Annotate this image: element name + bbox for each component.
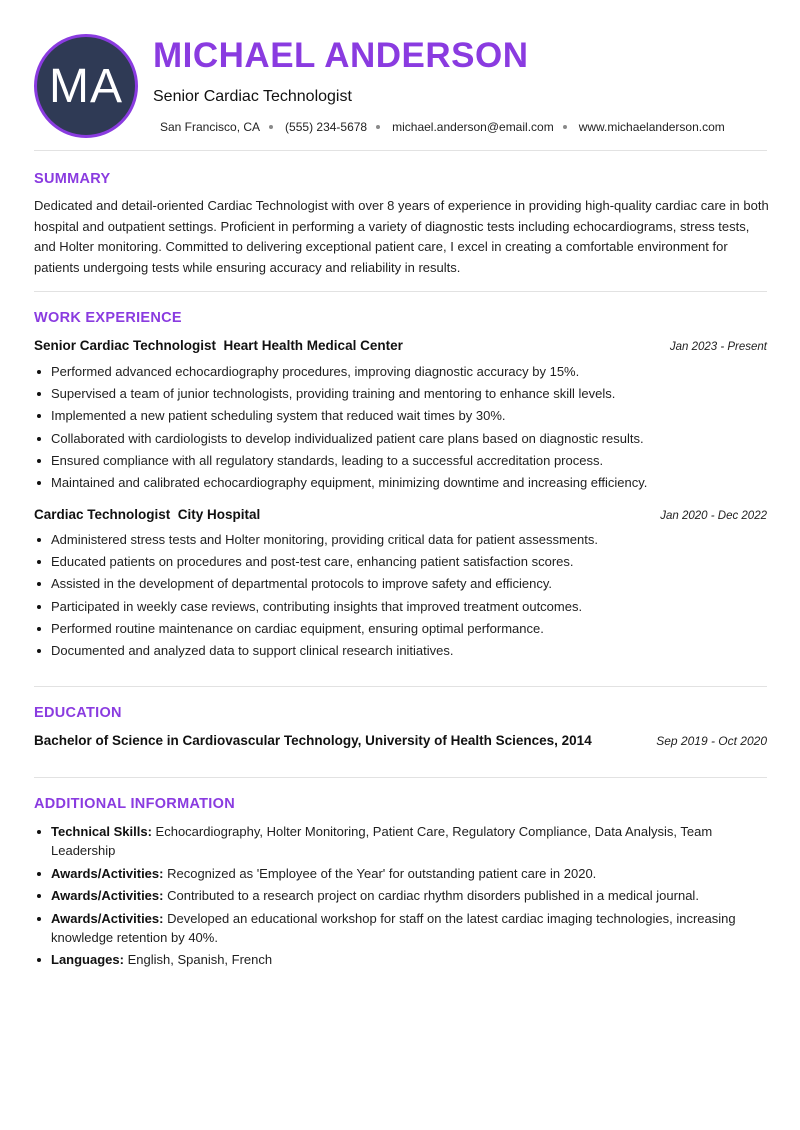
contact-bar	[160, 120, 725, 134]
list-item	[34, 822, 767, 860]
list-item	[34, 452, 767, 469]
divider	[34, 291, 767, 292]
bullet-text: Collaborated with cardiologists to develop individualized patient care plans based on diagnostic results.	[51, 430, 644, 446]
education-dates: Sep 2019 - Oct 2020	[656, 734, 767, 748]
bullet-icon	[37, 958, 41, 962]
bullet-text: Performed advanced echocardiography procedures, improving diagnostic accuracy by 15%.	[51, 364, 580, 379]
job-bullets	[34, 531, 767, 664]
bullet-icon	[37, 627, 41, 631]
divider	[34, 150, 767, 151]
bullet-icon	[37, 481, 41, 485]
bullet-text: Educated patients on procedures and post-test care, enhancing patient satisfaction scores.	[51, 554, 574, 570]
separator-dot	[376, 125, 380, 129]
bullet-icon	[37, 872, 41, 876]
list-item	[34, 864, 767, 883]
list-item	[34, 363, 767, 380]
bullet-text: Maintained and calibrated echocardiography equipment, minimizing downtime and increasing efficiency.	[51, 474, 648, 490]
contact-email[interactable]: michael.anderson@email.com	[392, 120, 554, 134]
bullet-icon	[37, 894, 41, 898]
separator-dot	[563, 125, 567, 129]
job-header	[34, 338, 767, 353]
divider	[34, 777, 767, 778]
bullet-text: Ensured compliance with all regulatory standards, leading to a successful accreditation process.	[51, 452, 604, 468]
additional-list	[34, 822, 767, 973]
list-item	[34, 575, 767, 592]
item-label: Awards/Activities:	[51, 865, 164, 881]
summary-text: Dedicated and detail-oriented Cardiac Technologist with over 8 years of experience in providing high-quality cardiac care in both hospital and outpatient settings. Proficient in performing a variety of diagnostic tests including echocardiograms, stress tests, and Holter monitoring. Committed to delivering exceptional patient care, I excel in creating a comfortable environment for patients undergoing tests while ensuring accuracy and reliability in results.	[34, 198, 769, 275]
list-item	[34, 474, 767, 491]
bullet-icon	[37, 582, 41, 586]
list-item	[34, 531, 767, 548]
job-bullets	[34, 363, 767, 496]
list-item	[34, 430, 767, 447]
bullet-text: Supervised a team of junior technologists, providing training and mentoring to enhance skill levels.	[51, 386, 616, 402]
experience-heading: WORK EXPERIENCE	[34, 310, 182, 326]
degree: Bachelor of Science in Cardiovascular Technology, University of Health Sciences, 2014	[34, 733, 592, 748]
bullet-icon	[37, 414, 41, 418]
job-role: Senior Cardiac Technologist Heart Health Medical Center	[34, 338, 403, 353]
divider	[34, 686, 767, 687]
separator-dot	[269, 125, 273, 129]
bullet-icon	[37, 649, 41, 653]
list-item	[34, 407, 767, 424]
job-dates: Jan 2023 - Present	[669, 341, 767, 353]
list-item	[34, 642, 767, 659]
item-label: Languages:	[51, 952, 124, 967]
bullet-icon	[37, 437, 41, 441]
bullet-icon	[37, 917, 41, 921]
avatar-initials: MA	[49, 59, 123, 113]
item-label: Awards/Activities:	[51, 888, 164, 903]
item-text: Contributed to a research project on cardiac rhythm disorders published in a medical journal.	[167, 888, 699, 903]
bullet-icon	[37, 459, 41, 463]
item-text: Recognized as 'Employee of the Year' for outstanding patient care in 2020.	[167, 865, 597, 881]
list-item	[34, 598, 767, 615]
job-role: Cardiac Technologist City Hospital	[34, 507, 261, 522]
education-heading: EDUCATION	[34, 705, 122, 721]
avatar	[34, 34, 138, 138]
list-item	[34, 950, 767, 969]
item-text: Echocardiography, Holter Monitoring, Patient Care, Regulatory Compliance, Data Analysis, Team Leadership	[51, 824, 713, 858]
contact-location: San Francisco, CA	[160, 120, 261, 134]
list-item	[34, 886, 767, 905]
contact-phone[interactable]: (555) 234-5678	[285, 120, 368, 134]
bullet-icon	[37, 370, 41, 374]
candidate-title: Senior Cardiac Technologist	[153, 88, 352, 105]
item-label: Technical Skills:	[51, 824, 152, 839]
item-text: Developed an educational workshop for staff on the latest cardiac imaging technologies, increasing knowledge retention by 40%.	[51, 910, 736, 945]
bullet-text: Administered stress tests and Holter monitoring, providing critical data for patient assessments.	[51, 532, 598, 547]
summary-heading: SUMMARY	[34, 171, 111, 187]
job-dates: Jan 2020 - Dec 2022	[660, 510, 767, 522]
bullet-text: Assisted in the development of departmental protocols to improve safety and efficiency.	[51, 576, 553, 592]
education-entry	[34, 733, 767, 748]
list-item	[34, 385, 767, 402]
bullet-icon	[37, 392, 41, 396]
bullet-icon	[37, 830, 41, 834]
bullet-text: Performed routine maintenance on cardiac equipment, ensuring optimal performance.	[51, 620, 544, 636]
list-item	[34, 553, 767, 570]
job-header	[34, 507, 767, 522]
bullet-icon	[37, 560, 41, 564]
bullet-text: Documented and analyzed data to support clinical research initiatives.	[51, 642, 454, 658]
bullet-icon	[37, 605, 41, 609]
list-item	[34, 909, 767, 947]
list-item	[34, 620, 767, 637]
bullet-icon	[37, 538, 41, 542]
bullet-text: Participated in weekly case reviews, contributing insights that improved treatment outcomes.	[51, 598, 583, 614]
contact-website[interactable]: www.michaelanderson.com	[578, 120, 725, 134]
item-text: English, Spanish, French	[127, 952, 273, 967]
additional-heading: ADDITIONAL INFORMATION	[34, 796, 235, 812]
candidate-name: MICHAEL ANDERSON	[153, 36, 529, 75]
item-label: Awards/Activities:	[51, 910, 164, 926]
bullet-text: Implemented a new patient scheduling system that reduced wait times by 30%.	[51, 408, 506, 424]
